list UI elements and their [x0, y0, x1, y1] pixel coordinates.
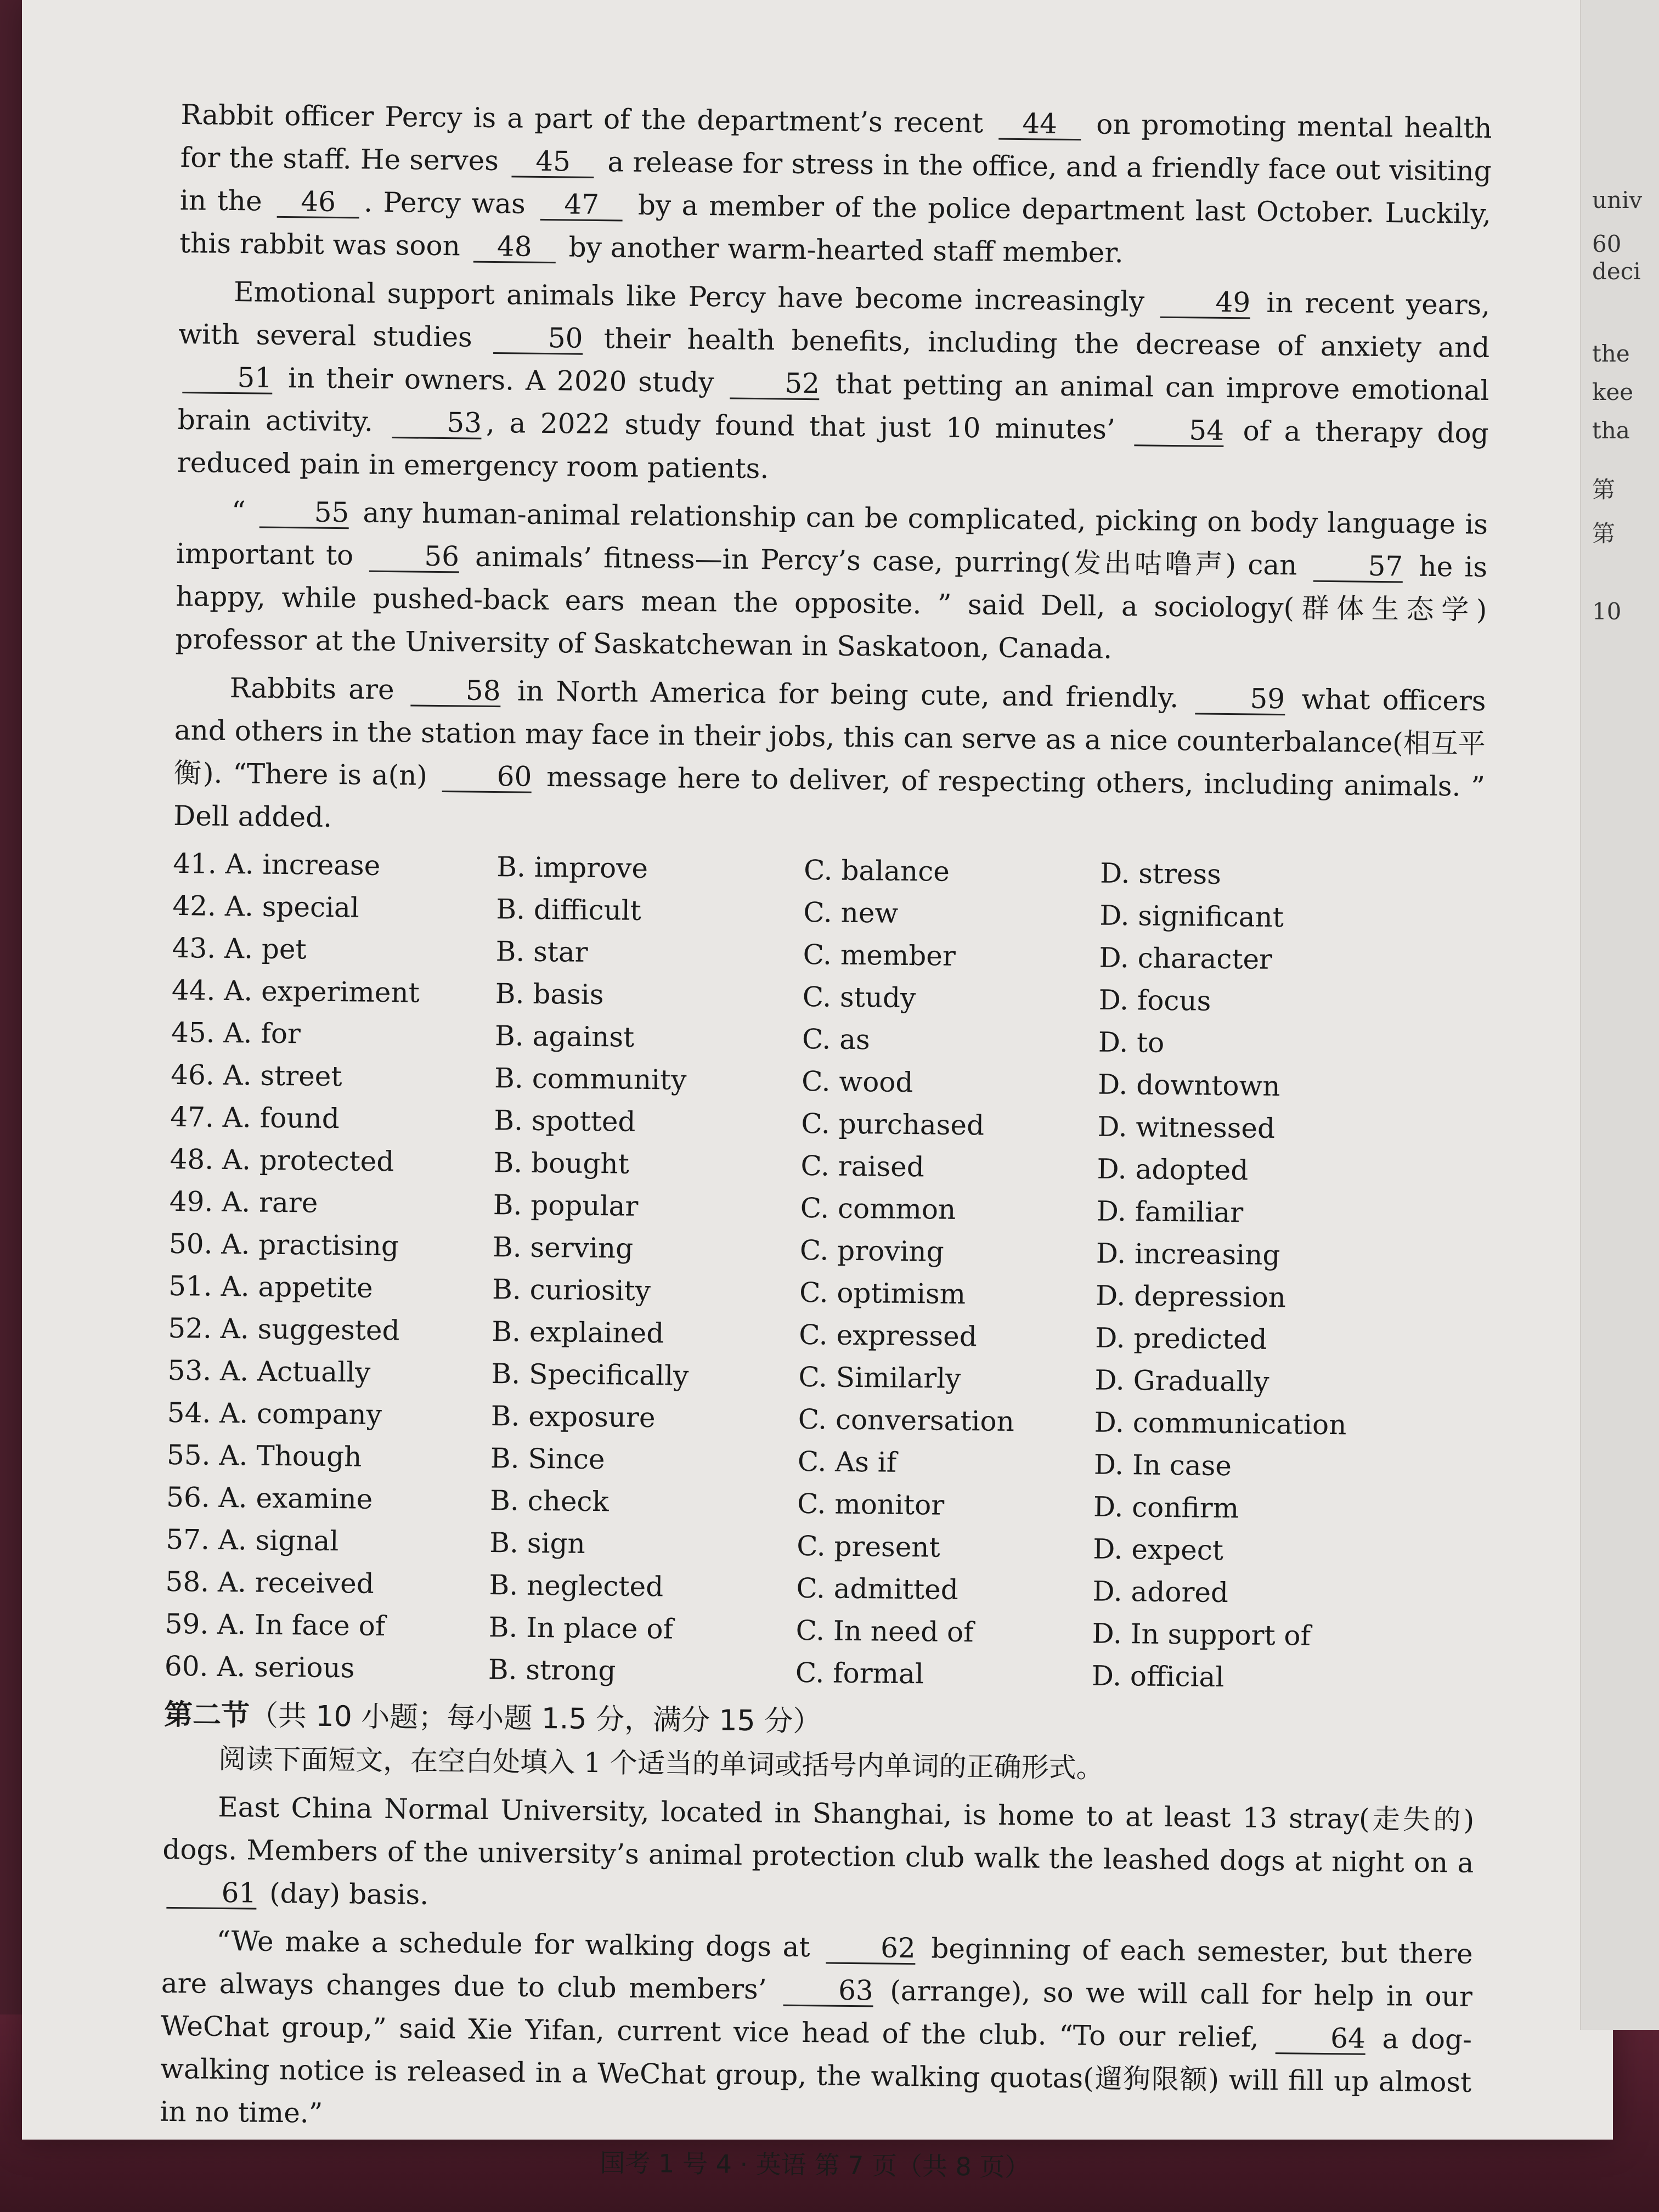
- passage-text: by another warm-hearted staff member.: [560, 231, 1124, 269]
- option-b: B. star: [495, 935, 588, 968]
- option-c: C. common: [800, 1192, 956, 1226]
- option-b: B. against: [494, 1020, 635, 1053]
- blank-55: 55: [259, 497, 349, 529]
- option-c: C. wood: [801, 1065, 913, 1099]
- option-a: 54. A. company: [167, 1396, 382, 1431]
- passage-paragraph-4: [173, 666, 1486, 851]
- option-a: 52. A. suggested: [168, 1312, 400, 1347]
- section-2-paragraph-2: [160, 1919, 1473, 2147]
- option-c: C. conversation: [798, 1403, 1015, 1438]
- section-2-instruction: （共 10 小题；每小题 1.5 分，满分 15 分）: [249, 1699, 822, 1739]
- right-page-fragment: the: [1592, 340, 1630, 367]
- passage-text: (day) basis.: [260, 1877, 429, 1911]
- blank-60: 60: [442, 761, 532, 793]
- option-d: D. In support of: [1092, 1617, 1311, 1652]
- option-d: D. stress: [1099, 857, 1222, 890]
- blank-48: 48: [473, 232, 556, 264]
- passage-text: a release for stress in the office, and a friendly face out visiting in the: [179, 145, 1492, 217]
- passage-paragraph-2: [177, 270, 1491, 498]
- option-a: 55. A. Though: [166, 1438, 362, 1473]
- blank-50: 50: [493, 323, 583, 355]
- option-d: D. focus: [1098, 984, 1211, 1017]
- right-page-fragment: deci: [1592, 258, 1641, 285]
- passage-text: . Percy was: [363, 186, 537, 220]
- passage-text: animals’ fitness—in Percy’s case, purring(发出咕噜声) can: [463, 540, 1309, 582]
- blank-53: 53: [392, 407, 482, 439]
- option-a: 42. A. special: [172, 889, 360, 924]
- option-c: C. proving: [799, 1234, 945, 1268]
- right-page-fragment: 10: [1592, 598, 1622, 625]
- blank-61: 61: [166, 1877, 256, 1910]
- passage-text: (arrange), so we will call for help in our WeChat group,” said Xie Yifan, current vice head of the club. “To our relief,: [160, 1974, 1473, 2054]
- option-d: D. increasing: [1096, 1237, 1280, 1272]
- passage-text: by a member of the police department last October. Luckily, this rabbit was soon: [179, 189, 1492, 262]
- option-b: B. popular: [493, 1189, 639, 1222]
- passage-text: East China Normal University, located in Shanghai, is home to at least 13 stray(走失的) dogs. Members of the university’s animal protection club walk the leashed dogs at night on a: [162, 1791, 1475, 1879]
- option-c: C. study: [802, 980, 916, 1014]
- option-a: 49. A. rare: [169, 1185, 318, 1219]
- option-c: C. formal: [795, 1656, 924, 1690]
- option-a: 47. A. found: [170, 1101, 340, 1135]
- passage-text: in recent years, with several studies: [178, 286, 1491, 353]
- option-a: 46. A. street: [170, 1058, 342, 1093]
- blank-57: 57: [1313, 551, 1403, 583]
- option-d: D. adopted: [1097, 1153, 1249, 1187]
- right-page-fragment: univ: [1592, 187, 1643, 213]
- option-d: D. downtown: [1097, 1068, 1280, 1103]
- option-b: B. community: [494, 1062, 687, 1096]
- option-c: C. optimism: [799, 1276, 966, 1311]
- option-d: D. In case: [1093, 1448, 1232, 1482]
- option-a: 60. A. serious: [164, 1650, 355, 1684]
- blank-62: 62: [826, 1932, 916, 1965]
- page-content: [159, 93, 1492, 2188]
- blank-45: 45: [512, 146, 595, 178]
- passage-text: their health benefits, including the decrease of anxiety and: [587, 322, 1490, 364]
- section-2-directions: 阅读下面短文，在空白处填入 1 个适当的单词或括号内单词的正确形式。: [218, 1742, 1104, 1784]
- blank-49: 49: [1160, 287, 1250, 319]
- option-d: D. character: [1099, 941, 1273, 975]
- option-a: 53. A. Actually: [167, 1354, 371, 1389]
- option-b: B. exposure: [490, 1400, 656, 1434]
- page-footer: 国考 1 号 4 · 英语 第 7 页（共 8 页）: [600, 2148, 1030, 2182]
- option-a: 56. A. examine: [166, 1481, 373, 1515]
- section-2-title: 第二节: [163, 1698, 250, 1733]
- passage-text: Emotional support animals like Percy have become increasingly: [233, 276, 1156, 318]
- option-d: D. familiar: [1096, 1195, 1244, 1229]
- passage-text: any human-animal relationship can be complicated, picking on body language is important to: [176, 496, 1488, 572]
- passage-paragraph-3: [175, 489, 1488, 674]
- option-c: C. as: [802, 1023, 871, 1056]
- passage-text: “: [231, 495, 256, 528]
- option-c: C. monitor: [797, 1487, 945, 1521]
- option-c: C. member: [803, 938, 956, 972]
- option-b: B. neglected: [489, 1569, 664, 1603]
- option-b: B. strong: [488, 1654, 616, 1687]
- option-b: B. sign: [489, 1527, 586, 1560]
- option-d: D. to: [1098, 1026, 1165, 1059]
- option-a: 51. A. appetite: [168, 1269, 374, 1304]
- passage-text: Rabbit officer Percy is a part of the department’s recent: [180, 98, 995, 139]
- blank-47: 47: [540, 189, 623, 222]
- section-2-paragraph-1: [162, 1785, 1474, 1927]
- blank-58: 58: [411, 675, 501, 707]
- option-d: D. Gradually: [1094, 1364, 1269, 1398]
- passage-text: beginning of each semester, but there are always changes due to club members’: [161, 1932, 1473, 2006]
- option-a: 59. A. In face of: [165, 1607, 386, 1643]
- option-c: C. raised: [800, 1149, 925, 1183]
- option-d: D. adored: [1092, 1575, 1229, 1609]
- blank-56: 56: [369, 541, 459, 573]
- option-b: B. basis: [495, 978, 604, 1011]
- option-b: B. improve: [496, 851, 648, 884]
- passage-text: Rabbits are: [229, 672, 407, 706]
- option-d: D. expect: [1093, 1533, 1224, 1567]
- option-c: C. admitted: [796, 1572, 959, 1606]
- option-c: C. balance: [803, 854, 950, 888]
- option-b: B. curiosity: [492, 1273, 651, 1307]
- right-page-fragment: kee: [1592, 379, 1634, 405]
- option-b: B. difficult: [496, 893, 642, 927]
- option-b: B. explained: [492, 1316, 664, 1350]
- passage-text: in North America for being cute, and friendly.: [505, 675, 1191, 714]
- option-b: B. check: [489, 1485, 610, 1518]
- passage-text: “We make a schedule for walking dogs at: [216, 1925, 822, 1963]
- option-c: C. present: [797, 1530, 940, 1564]
- option-c: C. As if: [797, 1445, 897, 1479]
- option-d: D. witnessed: [1097, 1110, 1276, 1144]
- option-a: 43. A. pet: [172, 932, 307, 966]
- adjacent-page-edge: [1580, 0, 1659, 2030]
- option-c: C. purchased: [801, 1107, 985, 1142]
- blank-59: 59: [1195, 683, 1285, 715]
- option-c: C. new: [803, 896, 899, 929]
- option-d: D. depression: [1095, 1279, 1286, 1314]
- passage-text: he is happy, while pushed-back ears mean the opposite. ” said Dell, a sociology(群体生态学) professor at the University of Saskatchewan in Saskatoon, Canada.: [175, 550, 1488, 665]
- option-a: 48. A. protected: [170, 1143, 394, 1178]
- blank-51: 51: [182, 362, 272, 394]
- passage-text: in their owners. A 2020 study: [276, 362, 726, 399]
- option-b: B. bought: [493, 1147, 630, 1180]
- option-a: 44. A. experiment: [171, 974, 420, 1009]
- option-a: 58. A. received: [165, 1565, 375, 1600]
- option-c: C. Similarly: [798, 1361, 961, 1395]
- option-d: D. official: [1091, 1660, 1224, 1694]
- exam-page: [22, 0, 1616, 2182]
- option-d: D. predicted: [1095, 1322, 1267, 1356]
- option-b: B. Specifically: [491, 1358, 689, 1392]
- blank-54: 54: [1134, 415, 1224, 447]
- passage-text: of a therapy dog reduced pain in emergency room patients.: [177, 415, 1489, 485]
- right-page-fragment: 60: [1592, 230, 1622, 257]
- option-a: 57. A. signal: [166, 1523, 339, 1558]
- option-d: D. significant: [1099, 899, 1284, 934]
- passage-text: that petting an animal can improve emotional brain activity.: [177, 368, 1489, 438]
- passage-text: message here to deliver, of respecting others, including animals. ” Dell added.: [173, 760, 1486, 833]
- option-b: B. serving: [492, 1231, 634, 1265]
- option-b: B. spotted: [494, 1104, 636, 1138]
- passage-paragraph-1: [179, 93, 1492, 278]
- option-a: 45. A. for: [171, 1016, 301, 1050]
- blank-46: 46: [277, 187, 360, 219]
- right-page-fragment: tha: [1592, 417, 1630, 444]
- passage-text: a dog-walking notice is released in a WeChat group, the walking quotas(遛狗限额) will fill up almost in no time.”: [160, 2022, 1472, 2129]
- option-c: C. In need of: [795, 1614, 974, 1649]
- option-d: D. confirm: [1093, 1491, 1239, 1525]
- option-d: D. communication: [1094, 1406, 1347, 1441]
- passage-text: what officers and others in the station may face in their jobs, this can serve as a nice counterbalance(相互平衡). “There is a(n): [173, 683, 1486, 792]
- option-a: 50. A. practising: [168, 1227, 399, 1262]
- right-page-fragment: 第: [1592, 476, 1616, 503]
- blank-63: 63: [783, 1975, 873, 2007]
- option-b: B. In place of: [488, 1611, 674, 1645]
- blank-44: 44: [998, 109, 1081, 141]
- answer-options: [165, 843, 1485, 1701]
- option-a: 41. A. increase: [172, 847, 381, 882]
- blank-52: 52: [730, 368, 820, 400]
- option-c: C. expressed: [799, 1318, 978, 1353]
- option-b: B. Since: [490, 1442, 605, 1476]
- right-page-fragment: 第: [1592, 520, 1616, 547]
- passage-text: , a 2022 study found that just 10 minutes’: [486, 407, 1130, 446]
- passage-text: on promoting mental health for the staff. He serves: [180, 108, 1492, 177]
- blank-64: 64: [1276, 2023, 1365, 2055]
